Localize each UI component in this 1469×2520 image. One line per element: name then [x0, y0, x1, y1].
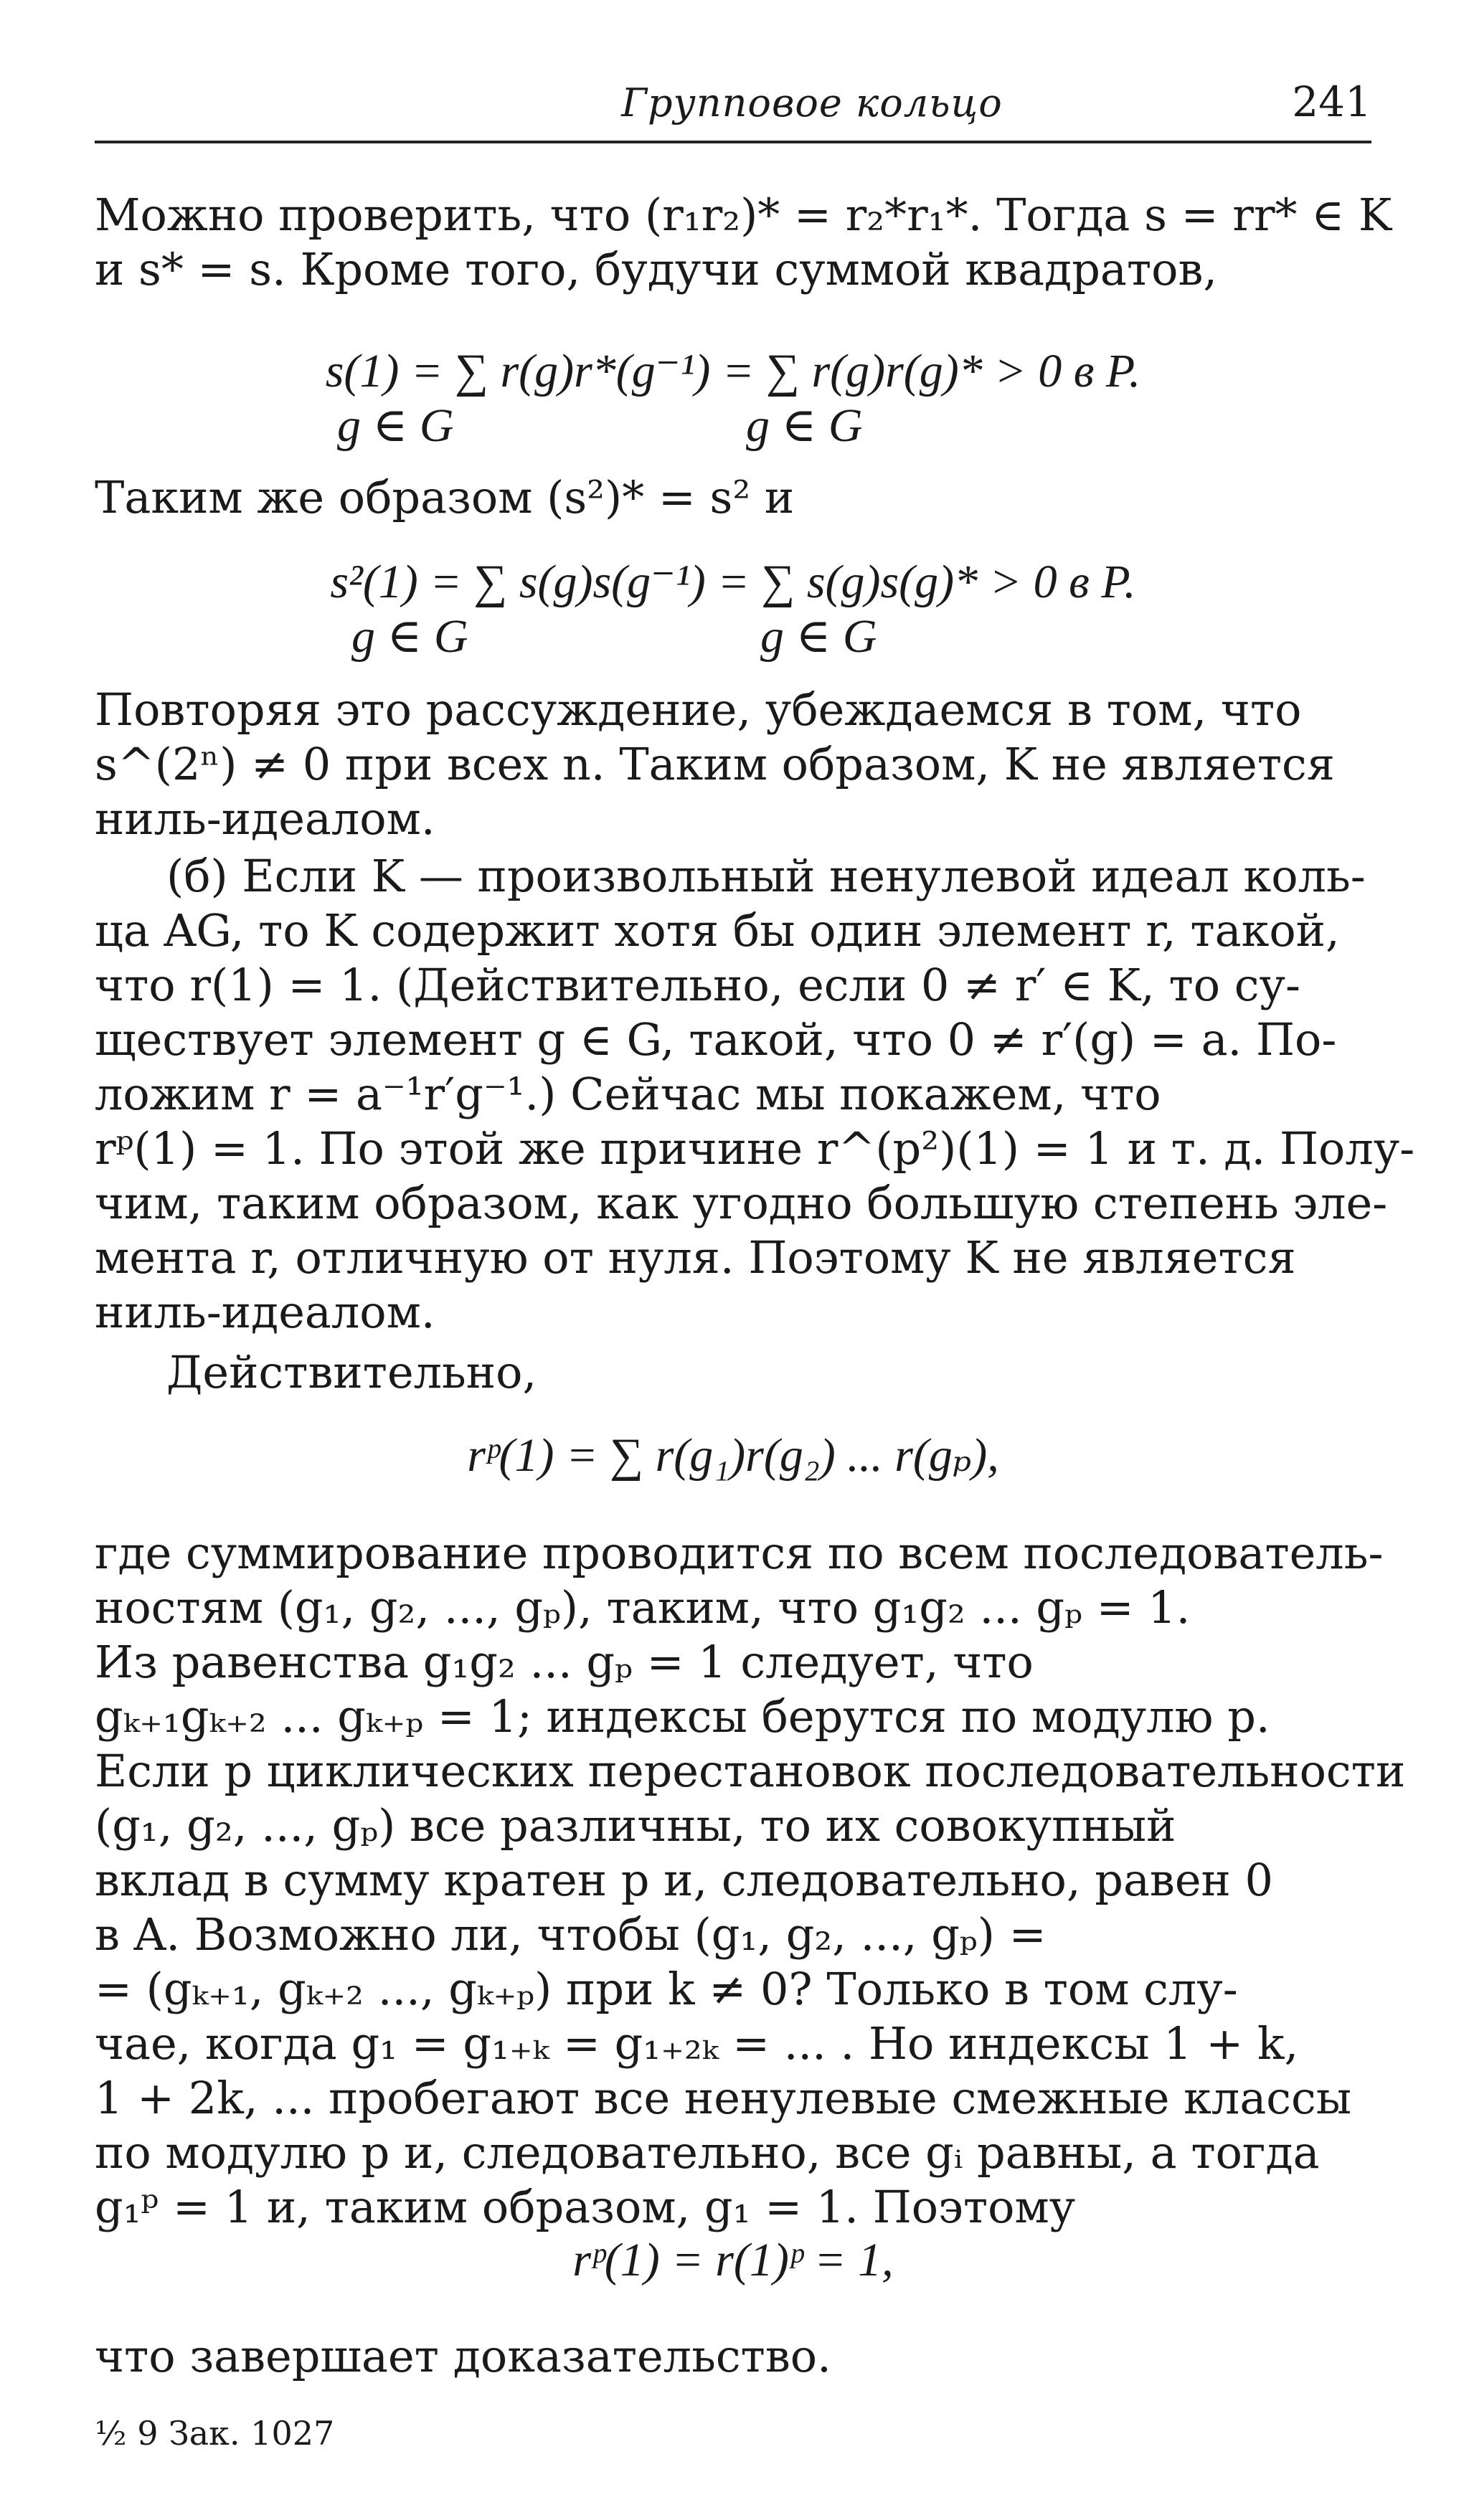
- text-line: Из равенства g₁g₂ ... gₚ = 1 следует, что: [95, 1636, 1034, 1688]
- text-line: ниль-идеалом.: [95, 1286, 435, 1338]
- paragraph-4: [95, 849, 1415, 1340]
- page-number: 241: [1292, 77, 1371, 126]
- printer-signature: ½ 9 Зак. 1027: [95, 2414, 335, 2453]
- paragraph-5: [95, 1345, 1371, 1400]
- paragraph-3: [95, 683, 1371, 846]
- text-line: Если p циклических перестановок последовательности: [95, 1745, 1406, 1797]
- text-line: что завершает доказательство.: [95, 2330, 831, 2382]
- text-line: и s* = s. Кроме того, будучи суммой квадратов,: [95, 243, 1218, 295]
- running-header: [95, 77, 1371, 135]
- paragraph-7: [95, 2329, 1371, 2384]
- text-line: g₁ᵖ = 1 и, таким образом, g₁ = 1. Поэтому: [95, 2181, 1076, 2233]
- formula-2: [95, 554, 1371, 611]
- sum-index-left: g ∈ G: [351, 610, 468, 663]
- text-line: чим, таким образом, как угодно большую степень эле-: [95, 1177, 1388, 1229]
- text-line: 1 + 2k, ... пробегают все ненулевые смежные классы: [95, 2072, 1352, 2124]
- text-line: в A. Возможно ли, чтобы (g₁, g₂, ..., gₚ) =: [95, 1908, 1047, 1961]
- text-line: где суммирование проводится по всем последователь-: [95, 1527, 1384, 1579]
- formula-text: s(1) = ∑ r(g)r*(g⁻¹) = ∑ r(g)r(g)* > 0 в P.: [325, 345, 1141, 397]
- text-line: (б) Если K — произвольный ненулевой идеал коль-: [166, 850, 1366, 902]
- text-line: мента r, отличную от нуля. Поэтому K не является: [95, 1231, 1296, 1284]
- sum-index-right: g ∈ G: [760, 610, 877, 663]
- formula-1: [95, 343, 1371, 400]
- formula-4: [95, 2232, 1371, 2289]
- formula-3: [95, 1427, 1371, 1484]
- text-line: (g₁, g₂, ..., gₚ) все различны, то их совокупный: [95, 1799, 1176, 1852]
- text-line: Действительно,: [166, 1346, 537, 1398]
- formula-text: rᵖ(1) = r(1)ᵖ = 1,: [572, 2234, 894, 2286]
- header-rule: [95, 141, 1371, 143]
- paragraph-2: [95, 470, 1371, 525]
- formula-text: rᵖ(1) = ∑ r(g₁)r(g₂) ... r(gₚ),: [467, 1429, 999, 1482]
- paragraph-6: [95, 1526, 1406, 2235]
- text-line: gₖ₊₁gₖ₊₂ ... gₖ₊ₚ = 1; индексы берутся по модулю p.: [95, 1690, 1270, 1743]
- text-line: по модулю p и, следовательно, все gᵢ равны, а тогда: [95, 2126, 1320, 2179]
- text-line: = (gₖ₊₁, gₖ₊₂ ..., gₖ₊ₚ) при k ≠ 0? Только в том слу-: [95, 1963, 1238, 2015]
- sum-index-right: g ∈ G: [746, 399, 863, 452]
- text-line: rᵖ(1) = 1. По этой же причине r^(p²)(1) = 1 и т. д. Полу-: [95, 1122, 1415, 1175]
- sum-index-left: g ∈ G: [337, 399, 454, 452]
- text-line: Повторяя это рассуждение, убеждаемся в том, что: [95, 683, 1302, 736]
- text-line: s^(2ⁿ) ≠ 0 при всех n. Таким образом, K не является: [95, 738, 1335, 790]
- text-line: Можно проверить, что (r₁r₂)* = r₂*r₁*. Тогда s = rr* ∈ K: [95, 189, 1392, 241]
- text-line: ностям (g₁, g₂, ..., gₚ), таким, что g₁g₂ ... gₚ = 1.: [95, 1581, 1191, 1634]
- text-line: вклад в сумму кратен p и, следовательно, равен 0: [95, 1854, 1273, 1906]
- text-line: что r(1) = 1. (Действительно, если 0 ≠ r′ ∈ K, то су-: [95, 959, 1300, 1011]
- text-line: чае, когда g₁ = g₁₊ₖ = g₁₊₂ₖ = ... . Но индексы 1 + k,: [95, 2017, 1299, 2070]
- running-title: Групповое кольцо: [621, 80, 1003, 125]
- text-line: ца AG, то K содержит хотя бы один элемент r, такой,: [95, 904, 1340, 957]
- paragraph-1: [95, 188, 1392, 297]
- text-line: ниль-идеалом.: [95, 792, 435, 845]
- formula-text: s²(1) = ∑ s(g)s(g⁻¹) = ∑ s(g)s(g)* > 0 в P.: [330, 556, 1136, 608]
- text-line: ществует элемент g ∈ G, такой, что 0 ≠ r′(g) = a. По-: [95, 1013, 1337, 1066]
- text-line: ложим r = a⁻¹r′g⁻¹.) Сейчас мы покажем, что: [95, 1068, 1161, 1120]
- text-line: Таким же образом (s²)* = s² и: [95, 471, 795, 524]
